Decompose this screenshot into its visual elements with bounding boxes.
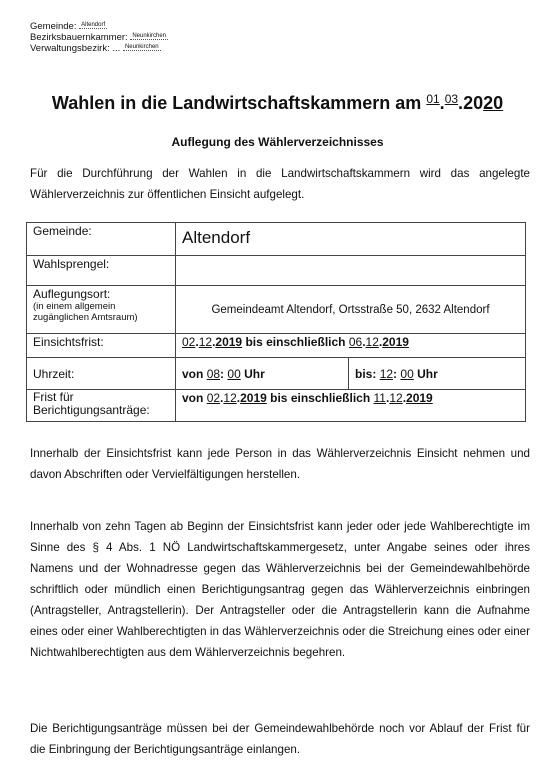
von-label: von (182, 366, 204, 381)
info-table (26, 222, 526, 422)
header-vb-value: Neunkirchen (124, 44, 159, 50)
frist-from-year: 2019 (215, 335, 243, 349)
uhrzeit-label: Uhrzeit: (27, 358, 176, 390)
frist-to-day: 06 (348, 335, 363, 349)
ber-to-year: 2019 (406, 391, 433, 405)
ber-from-day: 02 (206, 391, 221, 405)
header-vb (30, 42, 161, 54)
title-year-suffix: 20 (483, 93, 504, 113)
sprengel-value (176, 256, 526, 286)
ber-bis: bis einschließlich (270, 391, 371, 405)
ber-to-month: 12 (389, 391, 403, 405)
row-ort (27, 286, 526, 334)
title-day: 01 (426, 92, 440, 106)
frist-to-year: 2019 (382, 335, 409, 349)
ort-sublabel: (in einem allgemein zugänglichen Amtsraum) (33, 301, 138, 323)
bis-label: bis: (355, 366, 377, 381)
von-uhr: Uhr (244, 366, 265, 381)
ber-from-month: 12 (223, 391, 237, 405)
ber-to-day: 11 (373, 391, 386, 405)
uhrzeit-von: von 08: 00 Uhr (176, 358, 349, 389)
row-sprengel (27, 256, 526, 286)
row-gemeinde (27, 223, 526, 256)
header-gemeinde-value: Altendorf (81, 22, 106, 28)
uhrzeit-inner (176, 358, 525, 389)
gemeinde-value: Altendorf (176, 223, 526, 256)
frist-to-month: 12 (365, 335, 379, 349)
paragraph-berichtigung: Innerhalb von zehn Tagen ab Beginn der Einsichtsfrist kann jeder oder jede Wahlberechtigte im Sinne des § 4 Abs. 1 NÖ Landwirtschaftskammergesetz, unter Angabe seines oder ihres Namens und der Wohnadresse gegen das Wählerverzeichnis bei der Gemeindewahlbehörde schriftlich oder mündlich einen Berichtigungsantrag gegen das Wählerverzeichnis einbringen (Antragsteller, Antragstellerin). Der Antragsteller oder die Antragstellerin kann die Aufnahme eines oder einer Wahlberechtigten in das Wählerverzeichnis oder die Streichung eines oder einer Nichtwahlberechtigten aus dem Wählerverzeichnis begehren. (30, 520, 530, 659)
header-bbk-value: Neunkirchen (132, 33, 166, 39)
ber-from-year: 2019 (240, 391, 267, 405)
header-vb-label: Verwaltungsbezirk: ... (30, 43, 121, 54)
row-frist (27, 334, 526, 358)
ort-value: Gemeindeamt Altendorf, Ortsstraße 50, 2632 Altendorf (176, 286, 526, 334)
paragraph-frist: Die Berichtigungsanträge müssen bei der Gemeindewahlbehörde noch vor Ablauf der Frist für die Einbringung der Berichtigungsanträge einlangen. (30, 722, 530, 756)
gemeinde-label: Gemeinde: (27, 223, 176, 256)
bis-uhr: Uhr (417, 366, 438, 381)
title-year-prefix: 20 (463, 93, 484, 113)
title-month: 03 (444, 92, 459, 106)
title-text: Wahlen in die Landwirtschaftskammern am (51, 93, 422, 113)
header-gemeinde-label: Gemeinde: (30, 21, 77, 32)
row-uhrzeit (27, 358, 526, 390)
subtitle: Auflegung des Wählerverzeichnisses (171, 135, 384, 149)
ber-value: von 02.12.2019 bis einschließlich 11.12.2019 (176, 390, 526, 422)
von-m: 00 (227, 366, 241, 381)
header-bbk-label: Bezirksbauernkammer: (30, 32, 128, 43)
frist-label: Einsichtsfrist: (27, 334, 176, 358)
uhrzeit-value (176, 358, 526, 390)
frist-bis: bis einschließlich (245, 335, 346, 349)
sprengel-label: Wahlsprengel: (27, 256, 176, 286)
page-title: Wahlen in die Landwirtschaftskammern am $^{01}$.$^{03}$.2020 (51, 92, 504, 113)
uhrzeit-bis: bis: 12: 00 Uhr (355, 366, 438, 381)
frist-value: 02.12.2019 bis einschließlich 06.12.2019 (176, 334, 526, 358)
intro-paragraph: Für die Durchführung der Wahlen in die Landwirtschaftskammern wird das angelegte Wählerverzeichnis zur öffentlichen Einsicht aufgelegt. (30, 167, 530, 201)
ort-cell (27, 286, 176, 334)
frist-from-month: 12 (198, 335, 213, 349)
von-h: 08 (206, 366, 221, 381)
paragraph-einsicht: Innerhalb der Einsichtsfrist kann jede Person in das Wählerverzeichnis Einsicht nehmen und davon Abschriften oder Vervielfältigungen herstellen. (30, 447, 530, 481)
bis-m: 00 (400, 366, 414, 381)
ort-label: Auflegungsort: (33, 287, 111, 301)
frist-from-day: 02 (182, 335, 196, 349)
row-berichtigung (27, 390, 526, 422)
bis-h: 12 (379, 366, 394, 381)
ber-label: Frist für Berichtigungsanträge: (27, 390, 176, 422)
